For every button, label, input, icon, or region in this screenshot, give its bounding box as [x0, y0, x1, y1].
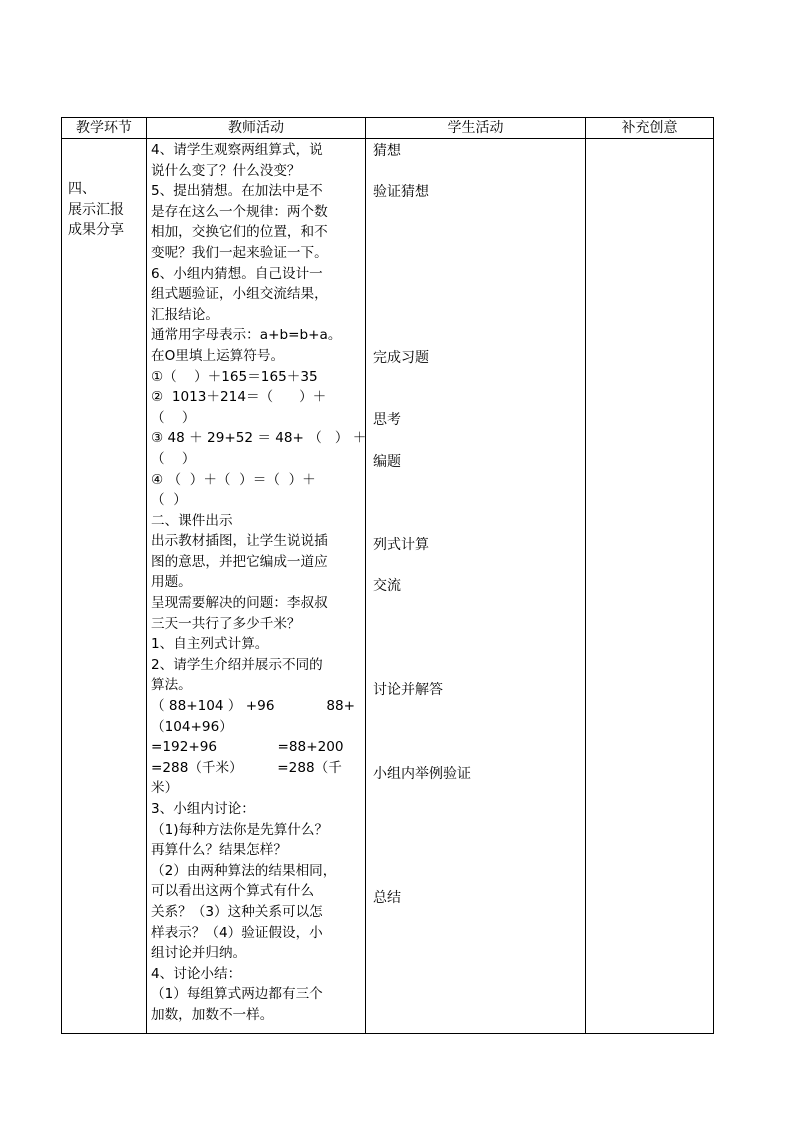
teacher-line: 三天一共行了多少千米？: [151, 615, 301, 632]
student-activity: 验证猜想: [373, 184, 429, 200]
stage-line: 四、: [68, 181, 96, 197]
student-activity: 思考: [373, 412, 401, 428]
header-row: [62, 118, 714, 139]
teacher-line: （1）每组算式两边都有三个: [151, 986, 323, 1003]
teacher-line: 算法。: [151, 677, 192, 694]
student-activity: 猜想: [373, 143, 401, 159]
teacher-line: （ 88+104 ） +96 88+: [151, 698, 356, 715]
teacher-activity-text: [147, 139, 365, 1026]
teacher-line: 1、自主列式计算。: [151, 636, 269, 653]
teacher-line: （ ）: [151, 492, 187, 509]
stage-cell: [62, 139, 147, 1034]
teacher-line: ④ （ ）＋（ ）＝（ ）＋: [151, 471, 316, 488]
teacher-line: （ ）: [151, 409, 196, 426]
teacher-line: 5、提出猜想。在加法中是不: [151, 183, 323, 200]
teacher-line: 通常用字母表示：a+b=b+a。: [151, 327, 342, 344]
teacher-line: 在O里填上运算符号。: [151, 347, 285, 364]
teacher-line: 样表示？（4）验证假设，小: [151, 924, 323, 941]
teacher-line: 呈现需要解决的问题：李叔叔: [151, 595, 328, 612]
student-activity: 编题: [373, 454, 401, 470]
student-activity: 列式计算: [373, 537, 429, 553]
teacher-line: （ ）: [151, 450, 196, 467]
teacher-line: 出示教材插图，让学生说说插: [151, 533, 328, 550]
teacher-activity-cell: [147, 139, 366, 1034]
teacher-line: （1)每种方法你是先算什么？: [151, 821, 329, 838]
teacher-line: =288（千米） =288（千: [151, 759, 342, 776]
teacher-line: 4、讨论小结：: [151, 965, 242, 982]
stage-line: 成果分享: [68, 222, 124, 238]
student-activity: 交流: [373, 578, 401, 594]
teacher-line: 关系？（3）这种关系可以怎: [151, 903, 323, 920]
content-row: [62, 139, 714, 1034]
teacher-line: ①（ ）＋165＝165＋35: [151, 368, 318, 385]
student-activity: 完成习题: [373, 350, 429, 366]
teacher-line: ③ 48 ＋ 29+52 ＝ 48+ （ ） ＋: [151, 430, 367, 447]
teacher-line: 可以看出这两个算式有什么: [151, 883, 315, 900]
teacher-line: 相加，交换它们的位置，和不: [151, 224, 328, 241]
lesson-plan-table: [61, 117, 714, 1034]
student-activity-cell: [366, 139, 586, 1034]
teacher-line: 6、小组内猜想。自己设计一: [151, 265, 323, 282]
teacher-line: 图的意思，并把它编成一道应: [151, 553, 328, 570]
header-stage: 教学环节: [62, 118, 147, 139]
student-activity: 小组内举例验证: [373, 766, 471, 782]
teacher-line: 变呢？我们一起来验证一下。: [151, 244, 328, 261]
teacher-line: 组式题验证，小组交流结果，: [151, 286, 328, 303]
teacher-line: 是存在这么一个规律：两个数: [151, 203, 328, 220]
teacher-line: （2）由两种算法的结果相同，: [151, 862, 337, 879]
teacher-line: 3、小组内讨论：: [151, 801, 255, 817]
extra-ideas-cell: [586, 139, 714, 1034]
teacher-line: 2、请学生介绍并展示不同的: [151, 656, 323, 673]
teacher-line: 用题。: [151, 574, 192, 591]
teacher-line: 说什么变了？什么没变？: [151, 162, 301, 179]
teacher-line: 加数，加数不一样。: [151, 1006, 274, 1023]
header-student: 学生活动: [366, 118, 586, 139]
teacher-line: =192+96 =88+200: [151, 739, 344, 756]
teacher-line: 组讨论并归纳。: [151, 945, 247, 962]
teacher-line: （104+96）: [151, 718, 233, 735]
teacher-line: 汇报结论。: [151, 306, 219, 323]
teacher-line: 4、请学生观察两组算式，说: [151, 142, 323, 158]
stage-line: 展示汇报: [68, 201, 124, 218]
teacher-line: 二、课件出示: [151, 512, 233, 529]
student-activity: 总结: [373, 890, 401, 906]
teacher-line: 米）: [151, 780, 179, 797]
teacher-line: ② 1013＋214＝（ ）＋: [151, 389, 327, 406]
header-teacher: 教师活动: [147, 118, 366, 139]
student-activity: 讨论并解答: [373, 682, 443, 698]
header-extra: 补充创意: [586, 118, 714, 139]
teacher-line: 再算什么？结果怎样？: [151, 842, 287, 859]
